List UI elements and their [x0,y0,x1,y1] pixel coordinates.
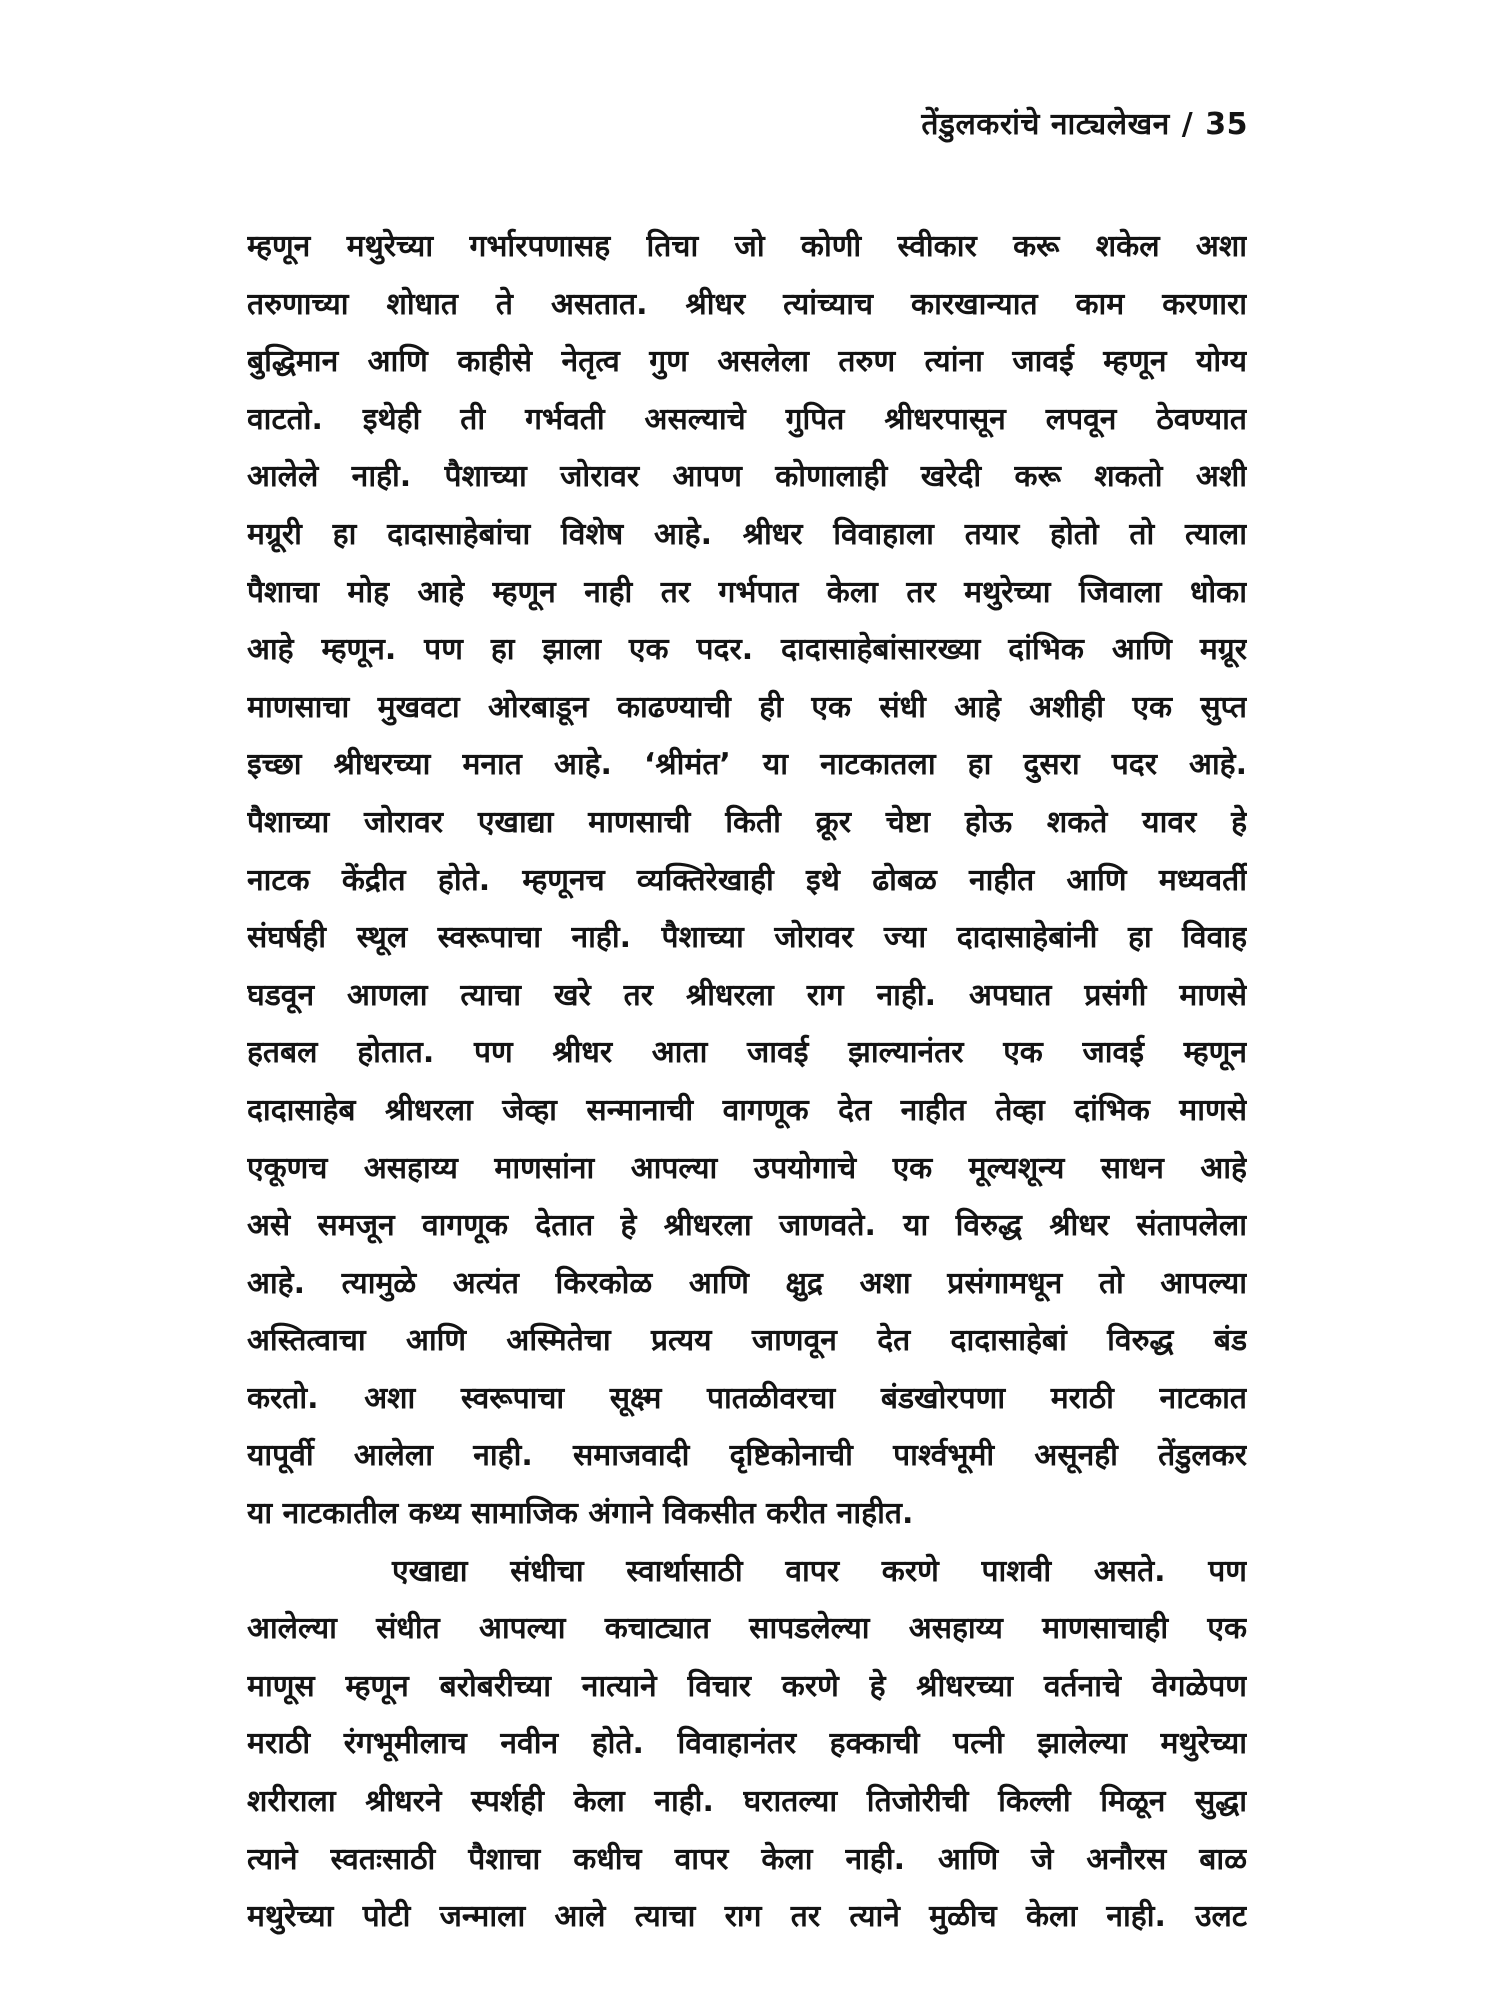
text-line: एकूणच असहाय्य माणसांना आपल्या उपयोगाचे एक मूल्यशून्य साधन आहे [247,1150,1247,1186]
text-line: आहे. त्यामुळे अत्यंत किरकोळ आणि क्षुद्र अशा प्रसंगामधून तो आपल्या [247,1265,1247,1301]
paragraph-first-line: एखाद्या संधीचा स्वार्थासाठी वापर करणे पाशवी असते. पण [392,1553,1247,1589]
text-line: शरीराला श्रीधरने स्पर्शही केला नाही. घरातल्या तिजोरीची किल्ली मिळून सुद्धा [247,1784,1247,1820]
text-line: पैशाचा मोह आहे म्हणून नाही तर गर्भपात केला तर मथुरेच्या जिवाला धोका [247,574,1247,610]
text-line: दादासाहेब श्रीधरला जेव्हा सन्मानाची वागणूक देत नाहीत तेव्हा दांभिक माणसे [247,1092,1247,1128]
text-line: आहे म्हणून. पण हा झाला एक पदर. दादासाहेबांसारख्या दांभिक आणि मग्रूर [247,632,1247,668]
text-line: माणूस म्हणून बरोबरीच्या नात्याने विचार करणे हे श्रीधरच्या वर्तनाचे वेगळेपण [247,1668,1247,1704]
paragraph-last-line: या नाटकातील कथ्य सामाजिक अंगाने विकसीत करीत नाहीत. [247,1496,914,1532]
text-line: संघर्षही स्थूल स्वरूपाचा नाही. पैशाच्या जोरावर ज्या दादासाहेबांनी हा विवाह [247,920,1247,956]
text-line: यापूर्वी आलेला नाही. समाजवादी दृष्टिकोनाची पार्श्वभूमी असूनही तेंडुलकर [247,1438,1247,1474]
text-line: करतो. अशा स्वरूपाचा सूक्ष्म पातळीवरचा बंडखोरपणा मराठी नाटकात [247,1380,1247,1416]
text-line: नाटक केंद्रीत होते. म्हणूनच व्यक्तिरेखाही इथे ढोबळ नाहीत आणि मध्यवर्ती [247,862,1247,898]
text-line: अस्तित्वाचा आणि अस्मितेचा प्रत्यय जाणवून देत दादासाहेबां विरुद्ध बंड [247,1323,1247,1359]
running-title: तेंडुलकरांचे नाट्यलेखन [921,107,1170,142]
text-line: तरुणाच्या शोधात ते असतात. श्रीधर त्यांच्याच कारखान्यात काम करणारा [247,286,1247,322]
page-number: 35 [1205,107,1248,142]
header-separator: / [1181,107,1194,142]
text-line: आलेले नाही. पैशाच्या जोरावर आपण कोणालाही खरेदी करू शकतो अशी [247,459,1247,495]
body-text [247,218,1247,1946]
text-line: बुद्धिमान आणि काहीसे नेतृत्व गुण असलेला तरुण त्यांना जावई म्हणून योग्य [247,344,1247,380]
text-line: माणसाचा मुखवटा ओरबाडून काढण्याची ही एक संधी आहे अशीही एक सुप्त [247,689,1247,725]
text-line: त्याने स्वतःसाठी पैशाचा कधीच वापर केला नाही. आणि जे अनौरस बाळ [247,1841,1247,1877]
text-line: मग्रूरी हा दादासाहेबांचा विशेष आहे. श्रीधर विवाहाला तयार होतो तो त्याला [247,516,1247,552]
text-line: इच्छा श्रीधरच्या मनात आहे. ‘श्रीमंत’ या नाटकातला हा दुसरा पदर आहे. [247,747,1247,783]
text-line: असे समजून वागणूक देतात हे श्रीधरला जाणवते. या विरुद्ध श्रीधर संतापलेला [247,1208,1247,1244]
text-line: हतबल होतात. पण श्रीधर आता जावई झाल्यानंतर एक जावई म्हणून [247,1035,1247,1071]
running-head [921,102,1248,143]
text-line: मराठी रंगभूमीलाच नवीन होते. विवाहानंतर हक्काची पत्नी झालेल्या मथुरेच्या [247,1726,1247,1762]
text-line: मथुरेच्या पोटी जन्माला आले त्याचा राग तर त्याने मुळीच केला नाही. उलट [247,1899,1247,1935]
text-line: आलेल्या संधीत आपल्या कचाट्यात सापडलेल्या असहाय्य माणसाचाही एक [247,1611,1247,1647]
text-line: वाटतो. इथेही ती गर्भवती असल्याचे गुपित श्रीधरपासून लपवून ठेवण्यात [247,401,1247,437]
text-line: म्हणून मथुरेच्या गर्भारपणासह तिचा जो कोणी स्वीकार करू शकेल अशा [247,229,1247,264]
text-line: पैशाच्या जोरावर एखाद्या माणसाची किती क्रूर चेष्टा होऊ शकते यावर हे [247,804,1247,840]
text-line: घडवून आणला त्याचा खरे तर श्रीधरला राग नाही. अपघात प्रसंगी माणसे [247,977,1247,1013]
